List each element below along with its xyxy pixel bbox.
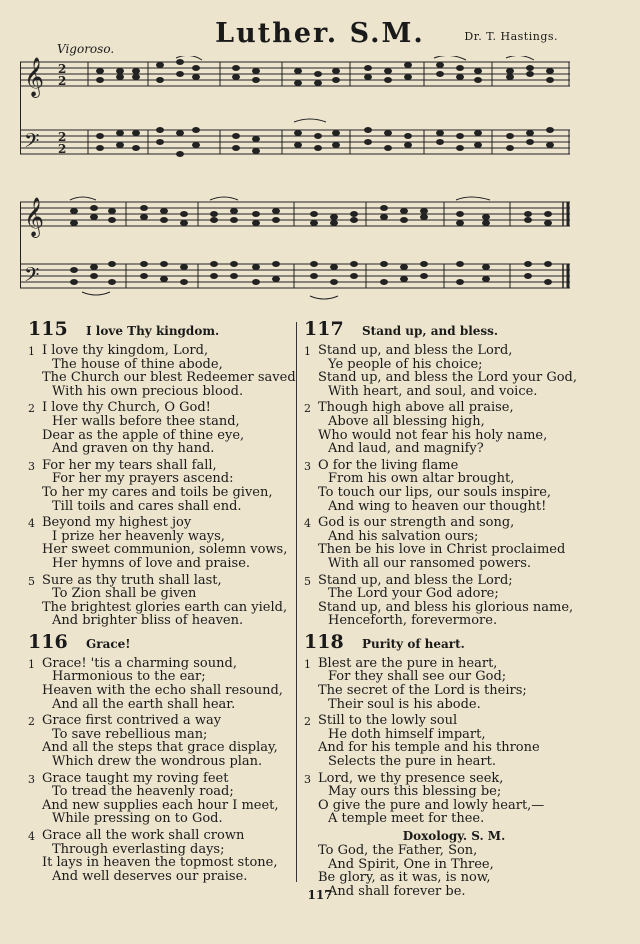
verse-number: 3 (304, 772, 311, 786)
verse-line: For her my prayers ascend: (52, 471, 234, 487)
verse-line: I love thy Church, O God! (42, 400, 211, 416)
verse-line: Though high above all praise, (318, 400, 514, 416)
svg-text:2: 2 (58, 142, 67, 156)
verse-line: Blest are the pure in heart, (318, 655, 498, 671)
verse (304, 401, 594, 455)
hymn-title: Purity of heart. (362, 636, 465, 651)
verse-line: Henceforth, forevermore. (328, 613, 498, 629)
verse-line: Who would not fear his holy name, (318, 427, 548, 443)
verse-line: Grace taught my roving feet (42, 770, 229, 786)
verse-number: 2 (28, 402, 35, 416)
verse (28, 657, 294, 711)
verse-line: From his own altar brought, (328, 471, 515, 487)
doxology-line: And Spirit, One in Three, (328, 856, 494, 872)
page-number: 117 (307, 888, 333, 902)
verse (304, 344, 594, 398)
verse-line: To tread the heavenly road; (52, 784, 234, 800)
verse (304, 574, 594, 628)
verse-line: To touch our lips, our souls inspire, (318, 484, 552, 500)
svg-text:𝄞: 𝄞 (24, 197, 45, 237)
verse-line: Grace all the work shall crown (42, 828, 245, 843)
verse-line: Stand up, and bless the Lord; (318, 572, 513, 588)
verse (304, 772, 594, 826)
hymn-heading (304, 631, 594, 657)
doxology-line: Be glory, as it was, is now, (318, 870, 491, 886)
verse-line: To her my cares and toils be given, (42, 484, 273, 500)
verse (28, 344, 294, 398)
verse-line: And brighter bliss of heaven. (52, 613, 244, 629)
svg-text:𝄞: 𝄞 (24, 57, 45, 97)
doxology-title: Doxology. S. M. (402, 829, 506, 843)
verse-line: And new supplies each hour I meet, (42, 797, 279, 813)
verse-number: 1 (28, 657, 35, 671)
verse-line: Heaven with the echo shall resound, (42, 683, 283, 699)
verse-number: 3 (28, 772, 35, 786)
verse-line: And all the steps that grace display, (42, 740, 278, 756)
verse-number: 4 (28, 517, 35, 531)
doxology-line: To God, the Father, Son, (318, 843, 478, 858)
verse-number: 2 (28, 715, 35, 729)
verse-line: And laud, and magnify? (328, 441, 484, 457)
verse-line: It lays in heaven the topmost stone, (42, 855, 278, 871)
verse-line: Grace! 'tis a charming sound, (42, 655, 237, 671)
verse (304, 657, 594, 711)
verse-line: Still to the lowly soul (318, 713, 458, 729)
hymn-number: 115 (28, 318, 68, 340)
verse-line: O give the pure and lowly heart,— (318, 797, 545, 813)
verse-line: And wing to heaven our thought! (328, 498, 547, 514)
verse-line: With his own precious blood. (52, 383, 244, 399)
verse (28, 772, 294, 826)
verse-number: 2 (304, 402, 311, 416)
verse-line: O for the living flame (318, 457, 459, 473)
verse-line: Selects the pure in heart. (328, 754, 496, 770)
verse-line: Her hymns of love and praise. (52, 555, 251, 571)
verse (304, 516, 594, 570)
verse-line: Stand up, and bless the Lord, (318, 343, 513, 358)
hymn-116 (28, 631, 294, 884)
verse-number: 1 (28, 345, 35, 358)
verse-line: God is our strength and song, (318, 515, 515, 531)
score-system-2-svg (20, 196, 572, 308)
verse-line: Ye people of his choice; (328, 356, 483, 372)
verse-line: For her my tears shall fall, (42, 457, 217, 473)
verse-line: Above all blessing high, (328, 413, 485, 429)
verse-line: Stand up, and bless the Lord your God, (318, 370, 577, 386)
svg-text:2: 2 (58, 130, 67, 144)
verse-line: To save rebellious man; (52, 726, 208, 742)
hymn-heading (28, 631, 294, 657)
verse (304, 459, 594, 513)
verse-line: Harmonious to the ear; (52, 669, 206, 685)
hymn-title: I love Thy kingdom. (86, 324, 220, 338)
verse-line: The Church our blest Redeemer saved (42, 370, 296, 386)
score-system-1-svg (20, 56, 572, 180)
verse-line: Which drew the wondrous plan. (52, 754, 263, 770)
verse-line: Her walls before thee stand, (52, 413, 240, 429)
hymn-title: Grace! (86, 636, 131, 651)
verse-line: May ours this blessing be; (328, 784, 502, 800)
tune-name: Luther. S.M. (215, 18, 425, 49)
svg-text:2: 2 (58, 62, 67, 76)
verse (28, 459, 294, 513)
verse-number: 3 (28, 459, 35, 473)
verse (28, 829, 294, 883)
svg-text:𝄢: 𝄢 (24, 263, 40, 291)
left-column (28, 318, 294, 886)
svg-text:2: 2 (58, 74, 67, 88)
hymn-117 (304, 318, 594, 628)
hymn-title: Stand up, and bless. (362, 324, 499, 338)
verse-line: With heart, and soul, and voice. (328, 383, 538, 399)
verse-line: A temple meet for thee. (328, 811, 485, 827)
verse-line: Her sweet communion, solemn vows, (42, 542, 288, 558)
verse-line: And for his temple and his throne (318, 740, 540, 756)
verse-line: The brightest glories earth can yield, (42, 599, 288, 615)
verse-line: And all the earth shall hear. (52, 696, 236, 712)
verse-line: For they shall see our God; (328, 669, 507, 685)
column-divider (296, 322, 297, 882)
verse (28, 516, 294, 570)
verse-line: And graven on thy hand. (52, 441, 215, 457)
verse-line: The Lord your God adore; (328, 586, 499, 602)
verse-number: 2 (304, 715, 311, 729)
verse-line: Lord, we thy presence seek, (318, 770, 504, 786)
verse-line: I love thy kingdom, Lord, (42, 343, 209, 358)
verse-line: Dear as the apple of thine eye, (42, 427, 245, 443)
music-system-2 (20, 196, 572, 308)
verse-line: The secret of the Lord is theirs; (318, 683, 527, 699)
verse-line: To Zion shall be given (52, 586, 197, 602)
verse (304, 714, 594, 768)
hymn-number: 118 (304, 630, 344, 653)
verse-line: He doth himself impart, (328, 726, 486, 742)
verse-line: The house of thine abode, (52, 356, 223, 372)
verse-number: 4 (304, 517, 311, 531)
svg-text:𝄢: 𝄢 (24, 129, 40, 157)
doxology-line: And shall forever be. (328, 883, 466, 899)
hymn-heading (304, 318, 594, 344)
verse-line: While pressing on to God. (52, 811, 223, 827)
verse (28, 574, 294, 628)
verse-number: 1 (304, 345, 311, 358)
verse-line: With all our ransomed powers. (328, 555, 532, 571)
verse (28, 714, 294, 768)
verse-line: Beyond my highest joy (42, 515, 192, 531)
tempo-marking: Vigoroso. (57, 42, 115, 56)
verse (28, 401, 294, 455)
verse-number: 3 (304, 459, 311, 473)
verse-line: Then be his love in Christ proclaimed (318, 542, 566, 558)
hymn-heading (28, 318, 294, 344)
composer-credit: Dr. T. Hastings. (464, 30, 558, 43)
music-system-1 (20, 56, 572, 180)
verse-line: And well deserves our praise. (52, 868, 248, 884)
verse-line: I prize her heavenly ways, (52, 528, 225, 544)
verse-line: Their soul is his abode. (328, 696, 481, 712)
hymn-115 (28, 318, 294, 628)
verse-line: And his salvation ours; (328, 528, 479, 544)
verse-number: 5 (304, 574, 311, 588)
verse-line: Through everlasting days; (52, 841, 225, 857)
verse-line: Grace first contrived a way (42, 713, 222, 729)
verse-number: 1 (304, 657, 311, 671)
hymn-number: 116 (28, 630, 68, 653)
verse-line: Stand up, and bless his glorious name, (318, 599, 574, 615)
verse-line: Sure as thy truth shall last, (42, 572, 222, 588)
right-column (304, 318, 594, 898)
hymn-number: 117 (304, 318, 344, 340)
verse-number: 4 (28, 830, 35, 843)
hymn-118 (304, 631, 594, 899)
verse-line: Till toils and cares shall end. (52, 498, 242, 514)
verse-number: 5 (28, 574, 35, 588)
